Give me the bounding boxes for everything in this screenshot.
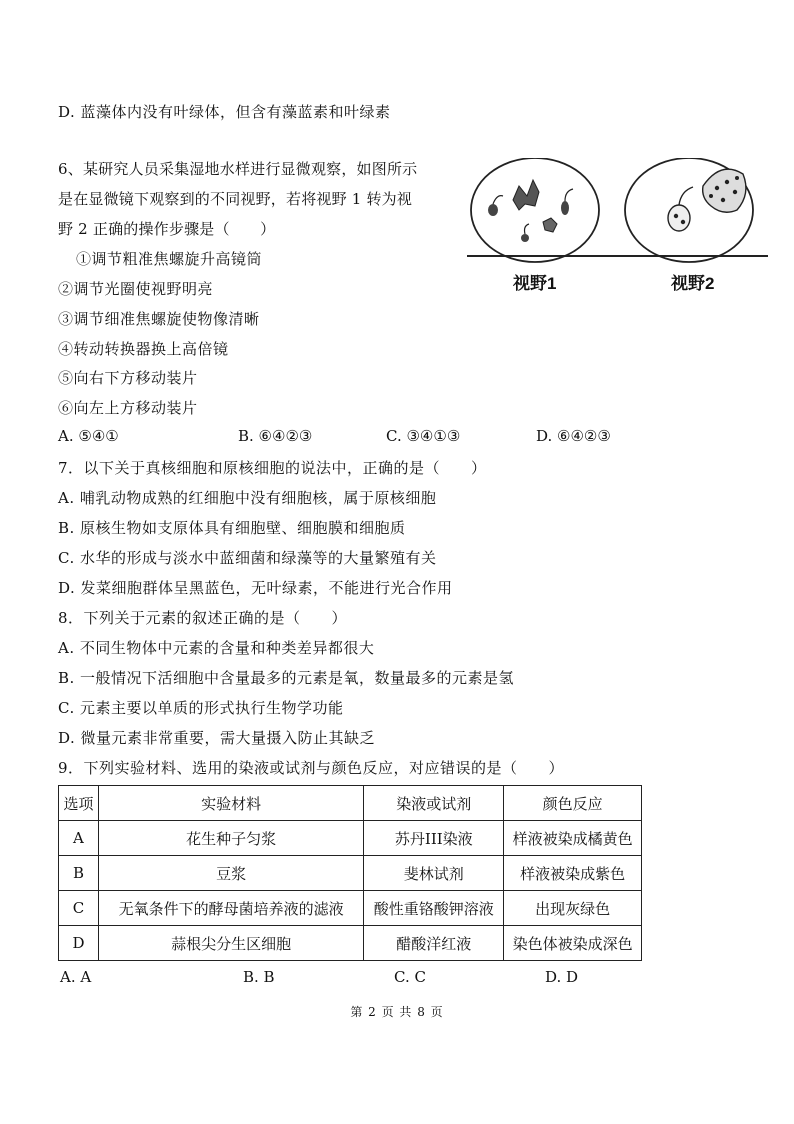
q6-stem-line-3: 野 2 正确的操作步骤是（ ） <box>58 220 276 238</box>
q6-option-c: C. ③④①③ <box>386 427 461 445</box>
row-d-option: D <box>59 926 99 961</box>
q9-experiment-table <box>58 785 642 961</box>
row-a-option: A <box>59 821 99 856</box>
table-row <box>59 926 642 961</box>
field-of-view-2 <box>625 158 753 262</box>
row-c-material: 无氧条件下的酵母菌培养液的滤液 <box>98 891 363 926</box>
q6-step-4: ④转动转换器换上高倍镜 <box>58 340 229 358</box>
table-row <box>59 821 642 856</box>
field-of-view-1 <box>471 158 599 262</box>
q8-option-c: C. 元素主要以单质的形式执行生物学功能 <box>58 699 344 717</box>
q6-step-3: ③调节细准焦螺旋使物像清晰 <box>58 310 260 328</box>
row-b-option: B <box>59 856 99 891</box>
row-a-material: 花生种子匀浆 <box>98 821 363 856</box>
row-b-color: 样液被染成紫色 <box>504 856 642 891</box>
q5-option-d: D. 蓝藻体内没有叶绿体，但含有藻蓝素和叶绿素 <box>58 103 391 121</box>
q7-option-c: C. 水华的形成与淡水中蓝细菌和绿藻等的大量繁殖有关 <box>58 549 437 567</box>
row-a-reagent: 苏丹III染液 <box>364 821 504 856</box>
row-d-reagent: 醋酸洋红液 <box>364 926 504 961</box>
q6-option-d: D. ⑥④②③ <box>536 427 611 445</box>
q9-option-c: C. C <box>394 968 426 986</box>
q6-step-6: ⑥向左上方移动装片 <box>58 399 198 417</box>
q8-option-d: D. 微量元素非常重要，需大量摄入防止其缺乏 <box>58 729 376 747</box>
row-b-material: 豆浆 <box>98 856 363 891</box>
q8-option-b: B. 一般情况下活细胞中含量最多的元素是氧，数量最多的元素是氢 <box>58 669 515 687</box>
q6-stem-line-1: 6、某研究人员采集湿地水样进行显微观察，如图所示 <box>58 160 418 178</box>
row-b-reagent: 斐林试剂 <box>364 856 504 891</box>
microscope-fields-figure <box>465 158 770 298</box>
q9-option-d: D. D <box>545 968 579 986</box>
q7-stem: 7．以下关于真核细胞和原核细胞的说法中，正确的是（ ） <box>58 459 487 477</box>
q9-option-a: A. A <box>60 968 92 986</box>
row-c-reagent: 酸性重铬酸钾溶液 <box>364 891 504 926</box>
q6-stem-line-2: 是在显微镜下观察到的不同视野，若将视野 1 转为视 <box>58 190 413 208</box>
q7-option-b: B. 原核生物如支原体具有细胞壁、细胞膜和细胞质 <box>58 519 406 537</box>
header-material: 实验材料 <box>98 786 363 821</box>
figure-label-1: 视野1 <box>513 274 557 293</box>
row-d-color: 染色体被染成深色 <box>504 926 642 961</box>
q7-option-a: A. 哺乳动物成熟的红细胞中没有细胞核，属于原核细胞 <box>58 489 437 507</box>
figure-label-2: 视野2 <box>671 274 715 293</box>
q6-step-5: ⑤向右下方移动装片 <box>58 369 198 387</box>
q9-stem: 9．下列实验材料、选用的染液或试剂与颜色反应，对应错误的是（ ） <box>58 759 565 777</box>
table-row <box>59 891 642 926</box>
q8-option-a: A. 不同生物体中元素的含量和种类差异都很大 <box>58 639 375 657</box>
row-c-color: 出现灰绿色 <box>504 891 642 926</box>
row-c-option: C <box>59 891 99 926</box>
q7-option-d: D. 发菜细胞群体呈黑蓝色，无叶绿素，不能进行光合作用 <box>58 579 453 597</box>
table-row <box>59 856 642 891</box>
header-color-reaction: 颜色反应 <box>504 786 642 821</box>
q9-option-b: B. B <box>243 968 275 986</box>
header-reagent: 染液或试剂 <box>364 786 504 821</box>
q6-option-b: B. ⑥④②③ <box>238 427 313 445</box>
q6-step-2: ②调节光圈使视野明亮 <box>58 280 214 298</box>
row-a-color: 样液被染成橘黄色 <box>504 821 642 856</box>
page-footer: 第 2 页 共 8 页 <box>350 1005 444 1019</box>
q6-step-1: ①调节粗准焦螺旋升高镜筒 <box>76 250 263 268</box>
q6-option-a: A. ⑤④① <box>58 427 119 445</box>
header-option: 选项 <box>59 786 99 821</box>
row-d-material: 蒜根尖分生区细胞 <box>98 926 363 961</box>
q8-stem: 8．下列关于元素的叙述正确的是（ ） <box>58 609 348 627</box>
table-header-row <box>59 786 642 821</box>
